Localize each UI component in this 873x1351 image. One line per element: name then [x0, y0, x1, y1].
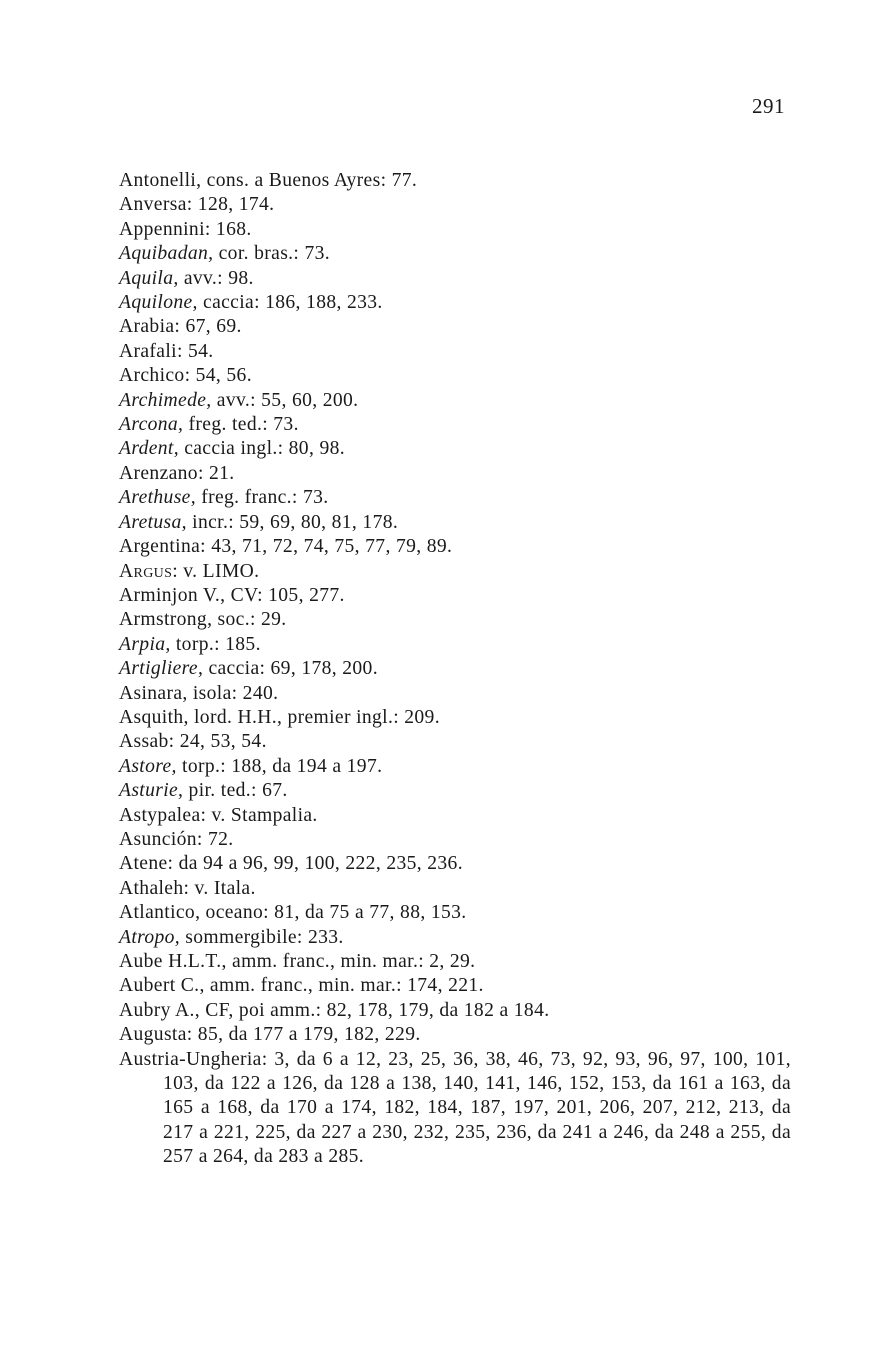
entry-references: , cons. a Buenos Ayres: 77. — [196, 170, 418, 191]
entry-heading: Argus — [119, 560, 173, 582]
entry-heading: Argentina — [119, 536, 201, 558]
entry-references: incr.: 59, 69, 80, 81, 178. — [186, 511, 399, 533]
entry-heading: Appennini — [119, 218, 205, 240]
entry-heading: Augusta — [119, 1024, 187, 1046]
entry-references: , amm. franc., min. mar.: 174, 221. — [199, 975, 484, 997]
entry-references: : 67, 69. — [174, 316, 242, 338]
entry-heading: Arpia, — [119, 633, 171, 655]
entry-references: , oceano: 81, da 75 a 77, 88, 153. — [195, 902, 467, 924]
entry-references: : v. Itala. — [183, 877, 256, 899]
entry-references: , amm. franc., min. mar.: 2, 29. — [221, 951, 476, 972]
entry-references: : v. Stampalia. — [200, 804, 318, 826]
index-entry — [119, 413, 791, 437]
entry-references: , CV: 105, 277. — [220, 584, 345, 606]
entry-heading: Arminjon V. — [119, 584, 221, 606]
entry-heading: Aube H.L.T. — [119, 951, 222, 972]
entry-heading: Asquith — [119, 706, 184, 728]
entry-heading: Astore, — [119, 755, 177, 777]
entry-references: : 54, 56. — [184, 365, 252, 387]
index-entry — [119, 633, 791, 657]
entry-references: cor. bras.: 73. — [213, 243, 330, 265]
entry-heading: Archimede, — [119, 389, 212, 411]
entry-heading: Arcona, — [119, 414, 184, 436]
index-entry — [119, 999, 791, 1023]
index-entry — [119, 364, 791, 388]
index-entry — [119, 608, 791, 632]
index-entry — [119, 974, 791, 998]
entry-heading: Aquibadan, — [119, 243, 214, 265]
entry-references: caccia: 186, 188, 233. — [197, 292, 383, 314]
index-entry — [119, 267, 791, 291]
entry-references: : 168. — [204, 218, 252, 240]
entry-references: : 54. — [176, 340, 214, 362]
entry-heading: Artigliere, — [119, 658, 204, 680]
index-entry — [119, 926, 791, 950]
entry-heading: Asunción — [119, 828, 197, 850]
index-entry — [119, 657, 791, 681]
index-entry — [119, 218, 791, 242]
entry-references: : 24, 53, 54. — [168, 731, 267, 753]
entry-heading: Austria-Ungheria — [119, 1048, 262, 1070]
index-entry — [119, 560, 791, 584]
entry-references: , CF, poi amm.: 82, 178, 179, da 182 a 184. — [194, 999, 550, 1021]
index-entry — [119, 828, 791, 852]
entry-references: avv.: 55, 60, 200. — [211, 389, 359, 411]
index-entry — [119, 486, 791, 510]
entry-heading: Anversa — [119, 194, 187, 216]
entry-heading: Astypalea — [119, 804, 201, 826]
index-entry — [119, 682, 791, 706]
entry-heading: Archico — [119, 365, 185, 387]
index-entry — [119, 950, 791, 974]
index-entry — [119, 437, 791, 461]
entry-references: : 21. — [197, 462, 235, 484]
entry-heading: Ardent, — [119, 438, 179, 460]
entry-heading: Aquilone, — [119, 292, 198, 314]
entry-heading: Aretusa, — [119, 511, 187, 533]
index-entry — [119, 877, 791, 901]
entry-references: caccia ingl.: 80, 98. — [178, 438, 345, 460]
entry-heading: Asinara — [119, 682, 183, 704]
index-list — [119, 169, 791, 1170]
index-entry — [119, 901, 791, 925]
entry-references: torp.: 188, da 194 a 197. — [176, 755, 383, 777]
entry-references: : da 94 a 96, 99, 100, 222, 235, 236. — [167, 853, 463, 875]
index-entry — [119, 779, 791, 803]
index-entry — [119, 242, 791, 266]
index-entry — [119, 511, 791, 535]
entry-heading: Arabia — [119, 316, 175, 338]
index-entry — [119, 169, 791, 193]
entry-heading: Asturie, — [119, 780, 184, 802]
entry-references: : 128, 174. — [186, 194, 275, 216]
entry-heading: Atropo, — [119, 926, 181, 948]
entry-references: : 43, 71, 72, 74, 75, 77, 79, 89. — [200, 536, 453, 558]
entry-heading: Atlantico — [119, 902, 196, 924]
page-number: 291 — [752, 94, 785, 118]
index-entry — [119, 193, 791, 217]
entry-heading: Arethuse, — [119, 487, 196, 509]
entry-references: , lord. H.H., premier ingl.: 209. — [183, 706, 440, 728]
entry-references: : 72. — [196, 828, 234, 850]
entry-heading: Aquila, — [119, 267, 179, 289]
index-entry — [119, 389, 791, 413]
entry-heading: Atene — [119, 853, 168, 875]
entry-heading: Arafali — [119, 340, 177, 362]
index-entry — [119, 340, 791, 364]
entry-heading: Arenzano — [119, 462, 198, 484]
index-entry — [119, 535, 791, 559]
entry-references: : v. LIMO. — [172, 560, 260, 582]
entry-references: avv.: 98. — [178, 267, 254, 289]
entry-heading: Aubry A. — [119, 999, 195, 1021]
index-entry — [119, 1048, 791, 1170]
entry-heading: Armstrong — [119, 609, 208, 631]
entry-heading: Aubert C. — [119, 975, 200, 997]
entry-heading: Assab — [119, 731, 169, 753]
index-entry — [119, 315, 791, 339]
index-entry — [119, 804, 791, 828]
index-entry — [119, 706, 791, 730]
index-entry — [119, 462, 791, 486]
entry-references: freg. ted.: 73. — [183, 414, 299, 436]
index-entry — [119, 584, 791, 608]
entry-references: , soc.: 29. — [207, 609, 287, 631]
index-entry — [119, 852, 791, 876]
entry-references: pir. ted.: 67. — [183, 780, 288, 802]
entry-references: sommergibile: 233. — [180, 926, 344, 948]
entry-references: : 3, da 6 a 12, 23, 25, 36, 38, 46, 73, 92, 93, 96, 97, 100, 101, 103, da 122 a 126, da 128 a 138, 140, 141, 146, 152, 153, da 161 a 163, da 165 a 168, da 170 a 174, 182, 184, 187, 197, 201, 206, 207, 212, 213, da 217 a 221, 225, da 227 a 230, 232, 235, 236, da 241 a 246, da 248 a 255, da 257 a 264, da 283 a 285. — [163, 1048, 791, 1168]
index-entry — [119, 1023, 791, 1047]
entry-references: , isola: 240. — [182, 682, 279, 704]
entry-references: torp.: 185. — [170, 633, 261, 655]
entry-heading: Antonelli — [119, 170, 197, 191]
index-entry — [119, 291, 791, 315]
index-entry — [119, 730, 791, 754]
index-entry — [119, 755, 791, 779]
entry-references: caccia: 69, 178, 200. — [203, 658, 378, 680]
entry-references: freg. franc.: 73. — [195, 487, 329, 509]
entry-references: : 85, da 177 a 179, 182, 229. — [186, 1024, 421, 1046]
entry-heading: Athaleh — [119, 877, 184, 899]
